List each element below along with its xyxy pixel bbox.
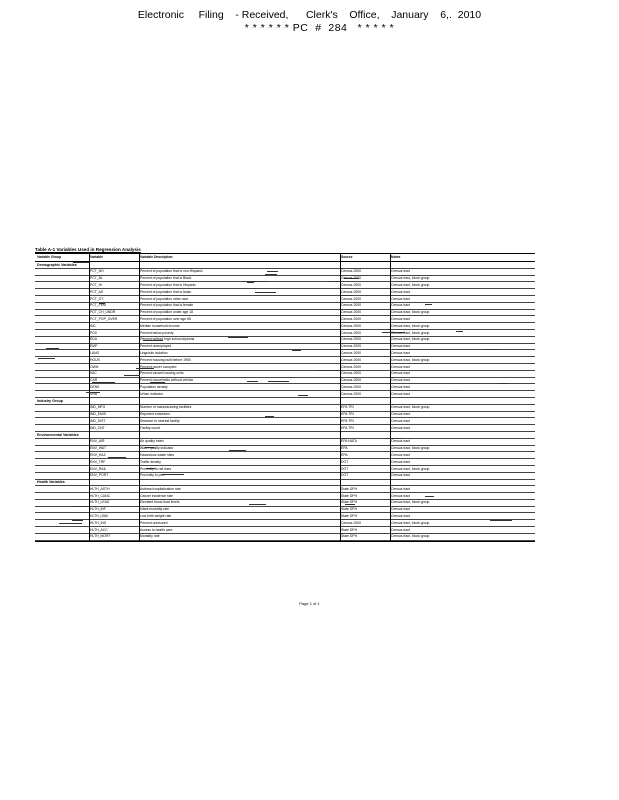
variable-cell: HLTH_ACC xyxy=(90,527,108,532)
source-cell: EPA TRI xyxy=(341,425,354,430)
notes-cell: Census tract xyxy=(391,303,411,308)
variable-cell: ENV_WAT xyxy=(90,446,107,451)
table-row xyxy=(35,500,535,507)
section-row xyxy=(35,432,535,439)
variable-cell: PCT_POP_OVER xyxy=(90,316,118,321)
notes-cell: Census tract xyxy=(391,527,411,532)
description-cell: Elevated blood lead levels xyxy=(140,500,180,505)
table-row xyxy=(35,310,535,317)
variable-cell: ENV_AIR xyxy=(90,439,105,444)
description-cell: Percent owner occupied xyxy=(140,364,177,369)
notes-cell: Census tract, block group xyxy=(391,534,430,539)
description-cell: Facility count xyxy=(140,425,160,430)
table-body xyxy=(35,262,535,541)
source-cell: State DPH xyxy=(341,507,358,512)
source-cell: Census 2000 xyxy=(341,316,361,321)
variable-cell: HLTH_INS xyxy=(90,520,107,525)
notes-cell: Census tract, block group xyxy=(391,446,430,451)
filing-stamp-line1: Electronic Filing - Received, Clerk's Office, January 6,. 2010 xyxy=(137,9,482,21)
source-cell: DOT xyxy=(341,473,349,478)
description-cell: Median household income xyxy=(140,323,180,328)
source-cell: Census 2000 xyxy=(341,364,361,369)
scan-artifact-line xyxy=(268,381,289,382)
source-cell: State DPH xyxy=(341,486,358,491)
scan-artifact-line xyxy=(386,438,402,439)
variable-cell: PCT_AS xyxy=(90,289,104,294)
notes-cell: Census tract xyxy=(391,289,411,294)
scan-artifact-line xyxy=(382,332,405,333)
scan-artifact-line xyxy=(267,271,278,272)
scan-artifact-line xyxy=(229,450,247,451)
variable-cell: HLTH_INF xyxy=(90,507,106,512)
source-cell: State DPH xyxy=(341,534,358,539)
table-row xyxy=(35,350,535,357)
scan-artifact-line xyxy=(298,395,307,396)
variable-cell: HLTH_MORT xyxy=(90,534,111,539)
description-cell: Traffic density xyxy=(140,459,161,464)
section-row xyxy=(35,398,535,405)
scan-artifact-line xyxy=(484,349,498,350)
variable-cell: PCT_NH xyxy=(90,269,104,274)
table-row xyxy=(35,425,535,432)
description-cell: Percent of population other race xyxy=(140,296,189,301)
scan-artifact-line xyxy=(86,392,99,393)
notes-cell: Census tract, block group xyxy=(391,405,430,410)
scan-artifact-line xyxy=(108,457,127,458)
source-cell: Census 2000 xyxy=(341,378,361,383)
table-row xyxy=(35,337,535,344)
description-cell: Air quality index xyxy=(140,439,164,444)
notes-cell: Census tract xyxy=(391,507,411,512)
notes-cell: Census tract, block group xyxy=(391,357,430,362)
scan-artifact-line xyxy=(345,504,355,505)
variable-cell: IND_CNT xyxy=(90,425,105,430)
table-row xyxy=(35,269,535,276)
description-cell: Cancer incidence rate xyxy=(140,493,173,498)
variable-cell: PCT_CH_UNDR xyxy=(90,310,116,315)
variable-cell: HLTH_CANC xyxy=(90,493,111,498)
notes-cell: Census tract, block group xyxy=(391,337,430,342)
notes-cell: Census tract, block group xyxy=(391,323,430,328)
description-cell: Percent of population under age 18 xyxy=(140,310,193,315)
description-cell: Access to health care xyxy=(140,527,173,532)
table-row xyxy=(35,534,535,541)
variable-cell: PCT_FEM xyxy=(90,303,106,308)
variable-cell: DENS xyxy=(90,384,100,389)
variable-cell: CAR xyxy=(90,378,98,383)
column-divider xyxy=(340,254,341,541)
notes-cell: Census tract xyxy=(391,493,411,498)
source-cell: EPA TRI xyxy=(341,405,354,410)
source-cell: State DPH xyxy=(341,514,358,519)
description-cell: Water quality indicator xyxy=(140,446,174,451)
scan-artifact-line xyxy=(92,382,115,383)
section-label: Industry Group xyxy=(37,398,63,403)
scan-artifact-line xyxy=(242,281,266,282)
scan-artifact-line xyxy=(328,281,341,282)
table-row xyxy=(35,323,535,330)
section-label: Demographic Variables xyxy=(37,262,77,267)
scan-artifact-line xyxy=(73,262,89,263)
scan-artifact-line xyxy=(456,331,462,332)
variable-cell: INC xyxy=(90,323,96,328)
notes-cell: Census tract xyxy=(391,371,411,376)
description-cell: Percent of population that is female xyxy=(140,303,194,308)
scan-artifact-line xyxy=(249,504,266,505)
scan-artifact-line xyxy=(150,382,165,383)
notes-cell: Census tract xyxy=(391,452,411,457)
notes-cell: Census tract xyxy=(391,391,411,396)
description-cell: Asthma hospitalization rate xyxy=(140,486,181,491)
source-cell: Census 2000 xyxy=(341,330,361,335)
scan-artifact-line xyxy=(99,303,105,304)
table-row xyxy=(35,344,535,351)
notes-cell: Census tract, block group xyxy=(391,520,430,525)
notes-cell: Census tract xyxy=(391,384,411,389)
scan-artifact-line xyxy=(72,520,82,521)
table-row xyxy=(35,364,535,371)
source-cell: Census 2000 xyxy=(341,303,361,308)
description-cell: Distance to nearest facility xyxy=(140,418,180,423)
description-cell: Infant mortality rate xyxy=(140,507,170,512)
source-cell: Census 2000 xyxy=(341,310,361,315)
column-header: Variable Description xyxy=(140,254,173,259)
source-cell: State DPH xyxy=(341,527,358,532)
source-cell: Census 2000 xyxy=(341,371,361,376)
source-cell: DOT xyxy=(341,466,349,471)
scan-artifact-line xyxy=(398,356,410,357)
scan-artifact-line xyxy=(162,474,183,475)
description-cell: Mortality rate xyxy=(140,534,160,539)
scan-artifact-line xyxy=(143,340,163,341)
table-row xyxy=(35,412,535,419)
column-header: Variable xyxy=(90,254,104,259)
scan-artifact-line xyxy=(498,383,508,384)
column-divider xyxy=(89,254,90,541)
notes-cell: Census tract xyxy=(391,412,411,417)
description-cell: Percent of population that is Black xyxy=(140,276,192,281)
page-number: Page 1 of 1 xyxy=(299,601,320,606)
notes-cell: Census tract xyxy=(391,486,411,491)
table-row xyxy=(35,466,535,473)
table-row xyxy=(35,289,535,296)
source-cell: State DPH xyxy=(341,493,358,498)
variable-cell: PCT_HI xyxy=(90,282,103,287)
variable-cell: VAC xyxy=(90,371,97,376)
source-cell: Census 2000 xyxy=(341,282,361,287)
notes-cell: Census tract xyxy=(391,418,411,423)
description-cell: Percent of population that is Asian xyxy=(140,289,192,294)
source-cell: Census 2000 xyxy=(341,289,361,294)
scan-artifact-line xyxy=(46,348,58,349)
table-row xyxy=(35,493,535,500)
table-row xyxy=(35,473,535,480)
notes-cell: Census tract, block group xyxy=(391,330,430,335)
source-cell: Census 2000 xyxy=(341,296,361,301)
description-cell: Percent vacant housing units xyxy=(140,371,184,376)
table-header-row xyxy=(35,254,535,262)
description-cell: Percent households without vehicle xyxy=(140,378,194,383)
description-cell: Proximity to port xyxy=(140,473,165,478)
notes-cell: Census tract xyxy=(391,316,411,321)
scan-artifact-line xyxy=(145,447,154,448)
filing-stamp-line2: * * * * * * PC # 284 * * * * * xyxy=(244,22,395,34)
source-cell: EPA NATA xyxy=(341,439,357,444)
variable-cell: POV xyxy=(90,330,98,335)
scan-artifact-line xyxy=(247,381,258,382)
notes-cell: Census tract xyxy=(391,350,411,355)
notes-cell: Census tract xyxy=(391,459,411,464)
variable-cell: IND_MFG xyxy=(90,405,106,410)
source-cell: State DPH xyxy=(341,500,358,505)
scan-artifact-line xyxy=(425,496,434,497)
description-cell: Number of manufacturing facilities xyxy=(140,405,192,410)
description-cell: Percent without high school diploma xyxy=(140,337,195,342)
description-cell: Low birth weight rate xyxy=(140,514,172,519)
notes-cell: Census tract xyxy=(391,296,411,301)
variable-cell: HOUS xyxy=(90,357,100,362)
source-cell: EPA TRI xyxy=(341,412,354,417)
table-row xyxy=(35,316,535,323)
description-cell: Urban indicator xyxy=(140,391,163,396)
variable-cell: ENV_RAIL xyxy=(90,466,107,471)
description-cell: Hazardous waste sites xyxy=(140,452,175,457)
notes-cell: Census tract xyxy=(391,425,411,430)
variable-cell: HLTH_LEAD xyxy=(90,500,110,505)
column-header: Source xyxy=(341,254,353,259)
variable-cell: PCT_BL xyxy=(90,276,103,281)
scan-artifact-line xyxy=(342,295,352,296)
table-row xyxy=(35,520,535,527)
scan-artifact-line xyxy=(228,337,248,338)
description-cell: Percent uninsured xyxy=(140,520,168,525)
description-cell: Reported emissions xyxy=(140,412,170,417)
scan-artifact-line xyxy=(38,358,55,359)
table-row xyxy=(35,507,535,514)
source-cell: Census 2000 xyxy=(341,323,361,328)
scan-artifact-line xyxy=(124,375,140,376)
table-row xyxy=(35,357,535,364)
source-cell: EPA xyxy=(341,446,348,451)
scan-artifact-line xyxy=(72,506,89,507)
source-cell: EPA xyxy=(341,452,348,457)
notes-cell: Census tract, block group xyxy=(391,276,430,281)
description-cell: Percent of population that is non-Hispanic xyxy=(140,269,203,274)
notes-cell: Census tract, block group xyxy=(391,466,430,471)
description-cell: Population density xyxy=(140,384,168,389)
column-header: Notes xyxy=(391,254,401,259)
scan-artifact-line xyxy=(318,370,338,371)
scan-artifact-line xyxy=(146,468,154,469)
section-label: Health Variables xyxy=(37,480,65,485)
variables-table xyxy=(35,253,535,542)
variable-cell: IND_DIST xyxy=(90,418,106,423)
section-label: Environmental Variables xyxy=(37,432,79,437)
document-body xyxy=(35,246,535,542)
notes-cell: Census tract xyxy=(391,439,411,444)
description-cell: Percent of population over age 65 xyxy=(140,316,191,321)
description-cell: Proximity to rail lines xyxy=(140,466,172,471)
source-cell: Census 2000 xyxy=(341,344,361,349)
scan-artifact-line xyxy=(59,523,82,524)
description-cell: Percent housing built before 1950 xyxy=(140,357,191,362)
source-cell: Census 2000 xyxy=(341,520,361,525)
variable-cell: EDU xyxy=(90,337,98,342)
description-cell: Percent below poverty xyxy=(140,330,174,335)
variable-cell: ENV_HAZ xyxy=(90,452,106,457)
column-divider xyxy=(139,254,140,541)
table-row xyxy=(35,405,535,412)
source-cell: Census 2000 xyxy=(341,357,361,362)
scan-artifact-line xyxy=(265,416,273,417)
column-header: Variable Group xyxy=(37,254,62,259)
scan-artifact-line xyxy=(344,278,359,279)
source-cell: Census 2000 xyxy=(341,384,361,389)
scan-artifact-line xyxy=(451,390,461,391)
variable-cell: ENV_PORT xyxy=(90,473,109,478)
description-cell: Linguistic isolation xyxy=(140,350,168,355)
table-title: Table A-1 Variables Used in Regression Analysis xyxy=(35,247,141,252)
variable-cell: OWN xyxy=(90,364,99,369)
variable-cell: PCT_OT xyxy=(90,296,104,301)
source-cell: EPA TRI xyxy=(341,418,354,423)
scan-artifact-line xyxy=(255,292,275,293)
description-cell: Percent of population that is Hispanic xyxy=(140,282,196,287)
table-row xyxy=(35,439,535,446)
scan-artifact-line xyxy=(351,336,360,337)
source-cell: Census 2000 xyxy=(341,276,361,281)
variable-cell: IND_EMIS xyxy=(90,412,107,417)
scan-artifact-line xyxy=(425,304,432,305)
table-row xyxy=(35,282,535,289)
table-row xyxy=(35,513,535,520)
source-cell: Census 2000 xyxy=(341,269,361,274)
source-cell: DOT xyxy=(341,459,349,464)
scan-artifact-line xyxy=(265,274,277,275)
notes-cell: Census tract xyxy=(391,378,411,383)
section-row xyxy=(35,262,535,269)
notes-cell: Census tract xyxy=(391,344,411,349)
notes-cell: Census tract xyxy=(391,269,411,274)
table-row xyxy=(35,296,535,303)
variable-cell: ENV_TRF xyxy=(90,459,106,464)
notes-cell: Census tract xyxy=(391,473,411,478)
table-row xyxy=(35,486,535,493)
scan-artifact-line xyxy=(292,350,301,351)
table-row xyxy=(35,303,535,310)
variable-cell: EMP xyxy=(90,344,98,349)
description-cell: Percent unemployed xyxy=(140,344,172,349)
notes-cell: Census tract xyxy=(391,514,411,519)
table-row xyxy=(35,391,535,398)
table-row xyxy=(35,418,535,425)
variable-cell: LANG xyxy=(90,350,100,355)
variable-cell: URB xyxy=(90,391,98,396)
notes-cell: Census tract xyxy=(391,364,411,369)
table-row xyxy=(35,459,535,466)
scan-artifact-line xyxy=(136,368,154,369)
variable-cell: HLTH_LBW xyxy=(90,514,108,519)
table-row xyxy=(35,371,535,378)
table-row xyxy=(35,446,535,453)
source-cell: Census 2000 xyxy=(341,337,361,342)
notes-cell: Census tract, block group xyxy=(391,310,430,315)
table-row xyxy=(35,276,535,283)
scan-artifact-line xyxy=(490,520,511,521)
notes-cell: Census tract, block group xyxy=(391,282,430,287)
source-cell: Census 2000 xyxy=(341,350,361,355)
table-row xyxy=(35,527,535,534)
source-cell: Census 2000 xyxy=(341,391,361,396)
variable-cell: HLTH_ASTH xyxy=(90,486,110,491)
section-row xyxy=(35,480,535,487)
notes-cell: Census tract, block group xyxy=(391,500,430,505)
column-divider xyxy=(390,254,391,541)
